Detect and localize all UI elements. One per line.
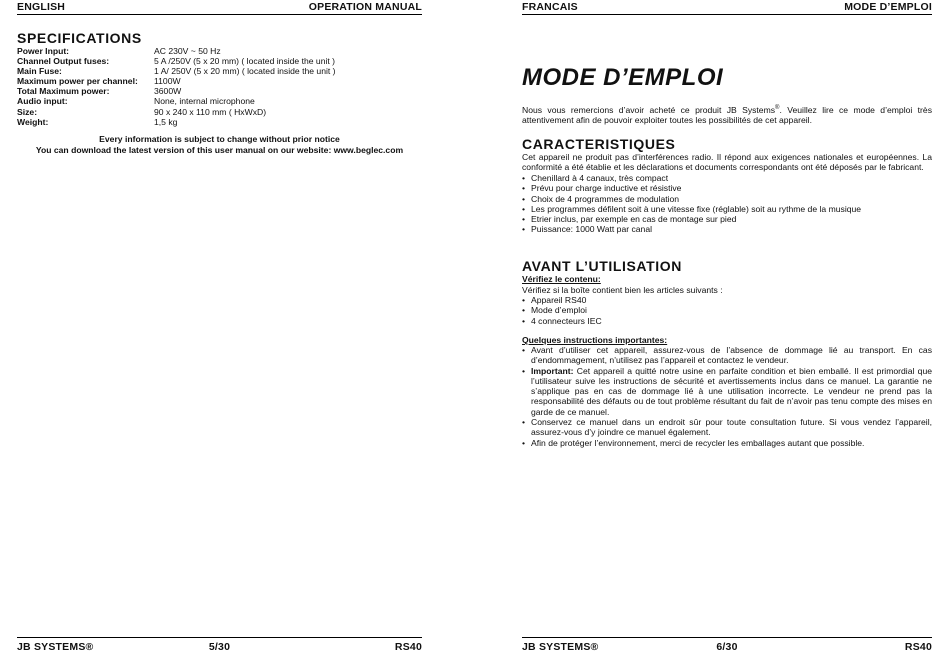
bullet-icon: • [522, 295, 526, 305]
list-item-text: Mode d’emploi [531, 305, 587, 316]
right-page-header [522, 0, 932, 15]
list-item-text: Conservez ce manuel dans un endroit sûr pour toute consultation future. Si vous vendez l’appareil, assurez-vous d’y joindre ce manuel également. [531, 417, 932, 438]
list-item [522, 183, 932, 193]
bullet-icon: • [522, 193, 526, 204]
list-item [522, 316, 932, 326]
spec-value: 1 A/ 250V (5 x 20 mm) ( located inside the unit ) [154, 66, 336, 77]
list-item-text: Appareil RS40 [531, 295, 587, 305]
spec-value: 3600W [154, 86, 182, 97]
spec-key: Main Fuse: [17, 66, 62, 77]
list-item [522, 305, 932, 315]
list-item [522, 194, 932, 204]
footer-model: RS40 [904, 641, 932, 653]
verifiez-paragraph: Vérifiez si la boîte contient bien les articles suivants : [522, 285, 723, 295]
caracteristiques-paragraph: Cet appareil ne produit pas d’interférences radio. Il répond aux exigences nationales et européennes. La conformité a été établie et les déclarations et documents correspondants ont été déposés par le fabricant. [522, 152, 932, 173]
spec-key: Total Maximum power: [17, 86, 110, 97]
spec-value: 90 x 240 x 110 mm ( HxWxD) [154, 106, 267, 117]
list-item [522, 173, 932, 183]
header-manual-title: OPERATION MANUAL [308, 1, 422, 13]
footer-model: RS40 [394, 641, 422, 653]
header-language: FRANCAIS [522, 1, 578, 13]
page-title: MODE D’EMPLOI [522, 64, 724, 91]
bullet-icon: • [522, 365, 526, 376]
list-item-text: Afin de protéger l’environnement, merci de recycler les emballages autant que possible. [531, 437, 865, 448]
bullet-icon: • [522, 315, 526, 326]
spec-key: Weight: [17, 116, 49, 127]
bullet-icon: • [522, 214, 526, 225]
footer-page-number: 6/30 [716, 641, 738, 653]
features-list [522, 173, 932, 235]
spec-row [17, 76, 336, 86]
specifications-table [17, 46, 336, 127]
instructions-subheading: Quelques instructions importantes: [522, 335, 668, 345]
change-notice: Every information is subject to change without prior notice [99, 134, 340, 144]
spec-row [17, 46, 336, 56]
list-item-text: Choix de 4 programmes de modulation [531, 193, 680, 204]
header-manual-title: MODE D’EMPLOI [844, 1, 932, 13]
footer-brand: JB SYSTEMS® [17, 641, 94, 653]
intro-text-continued: . Veuillez lire ce mode d’emploi très attentivement afin de pouvoir exploiter toutes les possibilités de cet appareil. [522, 104, 932, 126]
list-item-text: Les programmes défilent soit à une vitesse fixe (réglable) soit au rythme de la musique [531, 203, 862, 214]
footer-brand: JB SYSTEMS® [522, 641, 599, 653]
left-page [17, 0, 422, 654]
left-page-header [17, 0, 422, 15]
intro-text: Nous vous remercions d’avoir acheté ce produit JB Systems [522, 104, 776, 115]
right-page-footer [522, 637, 932, 652]
spec-row [17, 117, 336, 127]
spec-key: Audio input: [17, 96, 68, 107]
list-item [522, 224, 932, 234]
registered-mark: ® [775, 105, 780, 111]
list-item [522, 214, 932, 224]
notice-block [17, 134, 422, 155]
instructions-list [522, 345, 932, 448]
spec-key: Maximum power per channel: [17, 76, 138, 87]
spec-value: AC 230V ~ 50 Hz [154, 46, 221, 56]
list-item-text: Etrier inclus, par exemple en cas de montage sur pied [531, 214, 737, 225]
spec-row [17, 96, 336, 106]
list-item [522, 417, 932, 438]
intro-paragraph [522, 103, 932, 125]
bullet-icon: • [522, 417, 526, 428]
important-label: Important: [531, 365, 574, 376]
bullet-icon: • [522, 345, 526, 355]
spec-row [17, 66, 336, 76]
spec-value: 1100W [154, 76, 181, 87]
list-item [522, 345, 932, 366]
verifiez-subheading: Vérifiez le contenu: [522, 274, 601, 284]
list-item [522, 204, 932, 214]
specifications-heading: SPECIFICATIONS [17, 30, 142, 46]
bullet-icon: • [522, 224, 526, 235]
list-item-text: Cet appareil a quitté notre usine en parfaite condition et bien emballé. Il est primordial que l’utilisateur suive les instructions de sécurité et avertissements inclus dans ce manuel. La garantie ne s’applique pas en cas de dommage lié à une utilisation incorrecte. Le vendeur ne prend pas la responsabilité des défauts ou de tout problème résultant du fait de n’avoir pas tenu compte des mises en garde de ce manuel. [531, 365, 932, 417]
spec-value: None, internal microphone [154, 96, 255, 107]
list-item-text: Avant d’utiliser cet appareil, assurez-vous de l’absence de dommage lié au transport. En cas d’endommagement, n’utilisez pas l’appareil et contactez le vendeur. [531, 345, 932, 366]
list-item-text: 4 connecteurs IEC [531, 315, 602, 326]
list-item-text: Chenillard à 4 canaux, très compact [531, 173, 669, 183]
bullet-icon: • [522, 173, 526, 183]
bullet-icon: • [522, 437, 526, 448]
spec-value: 5 A /250V (5 x 20 mm) ( located inside the unit ) [154, 56, 336, 67]
list-item [522, 366, 932, 417]
contents-list [522, 295, 932, 326]
spec-key: Channel Output fuses: [17, 56, 110, 67]
footer-page-number: 5/30 [208, 641, 231, 653]
list-item [522, 295, 932, 305]
spec-key: Power Input: [17, 46, 70, 56]
list-item [522, 438, 932, 448]
list-item-text: Prévu pour charge inductive et résistive [531, 183, 682, 194]
spec-value: 1,5 kg [154, 116, 178, 127]
spec-key: Size: [17, 106, 38, 117]
avant-utilisation-heading: AVANT L’UTILISATION [522, 258, 682, 274]
spec-row [17, 56, 336, 66]
bullet-icon: • [522, 183, 526, 194]
bullet-icon: • [522, 305, 526, 316]
download-notice: You can download the latest version of this user manual on our website: www.beglec.com [35, 144, 404, 155]
left-page-footer [17, 637, 422, 652]
header-language: ENGLISH [17, 1, 66, 13]
caracteristiques-heading: CARACTERISTIQUES [522, 136, 676, 152]
bullet-icon: • [522, 203, 526, 214]
spec-row [17, 107, 336, 117]
spec-row [17, 86, 336, 96]
list-item-text: Puissance: 1000 Watt par canal [531, 224, 653, 235]
right-page [522, 0, 932, 654]
